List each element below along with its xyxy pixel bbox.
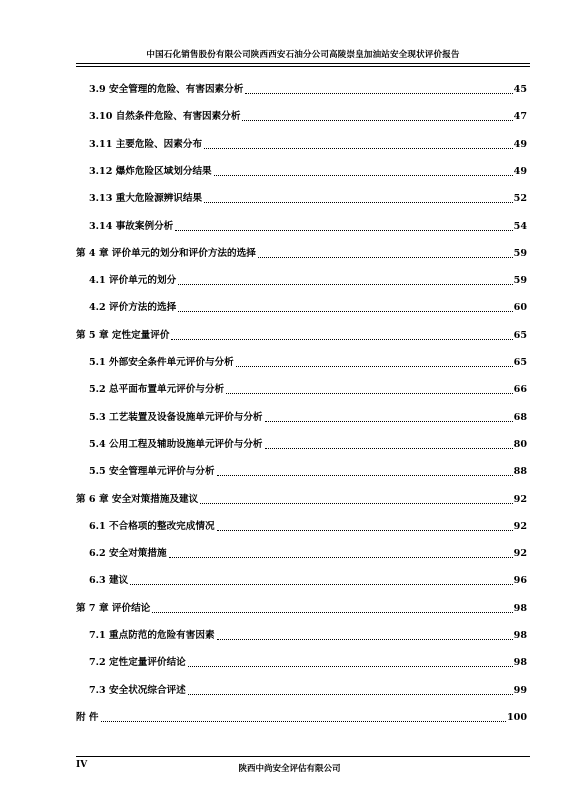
- toc-entry-page: 60: [513, 302, 527, 314]
- toc-entry-label: 5.3 工艺装置及设备设施单元评价与分析: [89, 411, 263, 423]
- toc-entry-page: 92: [513, 493, 527, 505]
- toc-dot-leader: [169, 556, 513, 558]
- toc-dot-leader: [265, 420, 513, 422]
- toc-entry-label: 5.2 总平面布置单元评价与分析: [89, 384, 225, 396]
- toc-dot-leader: [236, 365, 513, 367]
- toc-dot-leader: [217, 638, 513, 640]
- toc-entry-label: 6.1 不合格项的整改完成情况: [89, 520, 215, 532]
- footer-company: 陕西中尚安全评估有限公司: [238, 764, 341, 774]
- toc-dot-leader: [152, 611, 512, 613]
- toc-entry-page: 49: [513, 165, 527, 177]
- toc-dot-leader: [130, 583, 512, 585]
- toc-entry-page: 92: [513, 548, 527, 560]
- toc-section-entry: [89, 438, 527, 452]
- toc-entry-page: 80: [513, 438, 527, 450]
- toc-entry-label: 3.14 事故案例分析: [89, 220, 174, 232]
- toc-dot-leader: [178, 283, 512, 285]
- toc-section-entry: [89, 274, 527, 288]
- toc-section-entry: [89, 110, 527, 124]
- toc-entry-page: 88: [513, 466, 527, 478]
- page-header-title: 中国石化销售股份有限公司陕西西安石油分公司高陵崇皇加油站安全现状评价报告: [146, 50, 460, 60]
- toc-section-entry: [89, 165, 527, 179]
- toc-entry-label: 第 7 章 评价结论: [76, 602, 151, 614]
- toc-section-entry: [89, 520, 527, 534]
- toc-entry-label: 第 5 章 定性定量评价: [76, 329, 170, 341]
- toc-entry-page: 98: [513, 602, 527, 614]
- toc-dot-leader: [101, 720, 506, 722]
- toc-entry-page: 52: [513, 193, 527, 205]
- toc-dot-leader: [171, 338, 512, 340]
- toc-entry-page: 47: [513, 111, 527, 123]
- toc-chapter-entry: [76, 329, 527, 343]
- toc-entry-page: 99: [513, 684, 527, 696]
- toc-dot-leader: [188, 665, 513, 667]
- toc-entry-label: 7.3 安全状况综合评述: [89, 684, 186, 696]
- toc-dot-leader: [265, 447, 513, 449]
- toc-section-entry: [89, 383, 527, 397]
- toc-entry-page: 92: [513, 520, 527, 532]
- toc-section-entry: [89, 547, 527, 561]
- toc-entry-label: 5.5 安全管理单元评价与分析: [89, 466, 215, 478]
- toc-chapter-entry: [76, 493, 527, 507]
- toc-entry-label: 3.11 主要危险、因素分布: [89, 138, 203, 150]
- toc-entry-page: 59: [513, 275, 527, 287]
- toc-entry-page: 66: [513, 384, 527, 396]
- toc-entry-label: 6.2 安全对策措施: [89, 548, 167, 560]
- toc-dot-leader: [242, 119, 512, 121]
- toc-entry-label: 3.13 重大危险源辨识结果: [89, 193, 203, 205]
- toc-entry-page: 59: [513, 247, 527, 259]
- toc-dot-leader: [204, 201, 513, 203]
- toc-dot-leader: [188, 693, 513, 695]
- toc-dot-leader: [258, 256, 513, 258]
- toc-section-entry: [89, 83, 527, 97]
- toc-entry-page: 49: [513, 138, 527, 150]
- toc-entry-page: 54: [513, 220, 527, 232]
- page-number: IV: [76, 760, 88, 770]
- toc-entry-label: 6.3 建议: [89, 575, 129, 587]
- toc-dot-leader: [226, 392, 512, 394]
- toc-entry-label: 3.9 安全管理的危险、有害因素分析: [89, 84, 244, 95]
- toc-entry-page: 100: [506, 711, 527, 723]
- toc-entry-label: 7.2 定性定量评价结论: [89, 657, 186, 669]
- toc-entry-label: 附 件: [76, 711, 99, 723]
- toc-dot-leader: [217, 529, 513, 531]
- toc-entry-page: 45: [513, 84, 527, 95]
- toc-dot-leader: [200, 502, 512, 504]
- toc-entry-page: 98: [513, 630, 527, 641]
- toc-dot-leader: [178, 310, 512, 312]
- toc-section-entry: [89, 684, 527, 698]
- toc-entry-label: 7.1 重点防范的危险有害因素: [89, 630, 215, 641]
- footer-rule: [76, 756, 530, 757]
- toc-section-entry: [89, 356, 527, 370]
- toc-section-entry: [89, 138, 527, 152]
- toc-chapter-entry: [76, 247, 527, 261]
- toc-section-entry: [89, 629, 527, 643]
- toc-chapter-entry: [76, 711, 527, 725]
- toc-section-entry: [89, 192, 527, 206]
- toc-dot-leader: [204, 147, 513, 149]
- toc-section-entry: [89, 301, 527, 315]
- toc-dot-leader: [217, 474, 513, 476]
- toc-section-entry: [89, 220, 527, 234]
- toc-entry-page: 65: [513, 329, 527, 341]
- toc-section-entry: [89, 465, 527, 479]
- toc-entry-label: 5.4 公用工程及辅助设施单元评价与分析: [89, 438, 263, 450]
- toc-chapter-entry: [76, 602, 527, 616]
- toc-entry-page: 68: [513, 411, 527, 423]
- toc-entry-label: 第 4 章 评价单元的划分和评价方法的选择: [76, 247, 256, 259]
- toc-dot-leader: [214, 174, 513, 176]
- toc-entry-label: 3.12 爆炸危险区域划分结果: [89, 165, 212, 177]
- toc-dot-leader: [245, 92, 512, 94]
- toc-section-entry: [89, 656, 527, 670]
- toc-entry-page: 65: [513, 357, 527, 368]
- toc-entry-label: 5.1 外部安全条件单元评价与分析: [89, 357, 234, 368]
- toc-section-entry: [89, 411, 527, 425]
- toc-entry-label: 4.2 评价方法的选择: [89, 302, 177, 314]
- toc-section-entry: [89, 574, 527, 588]
- toc-entry-page: 96: [513, 575, 527, 587]
- toc-dot-leader: [175, 229, 512, 231]
- toc-entry-label: 第 6 章 安全对策措施及建议: [76, 493, 199, 505]
- toc-entry-label: 3.10 自然条件危险、有害因素分析: [89, 111, 241, 123]
- toc-entry-label: 4.1 评价单元的划分: [89, 275, 177, 287]
- toc-entry-page: 98: [513, 657, 527, 669]
